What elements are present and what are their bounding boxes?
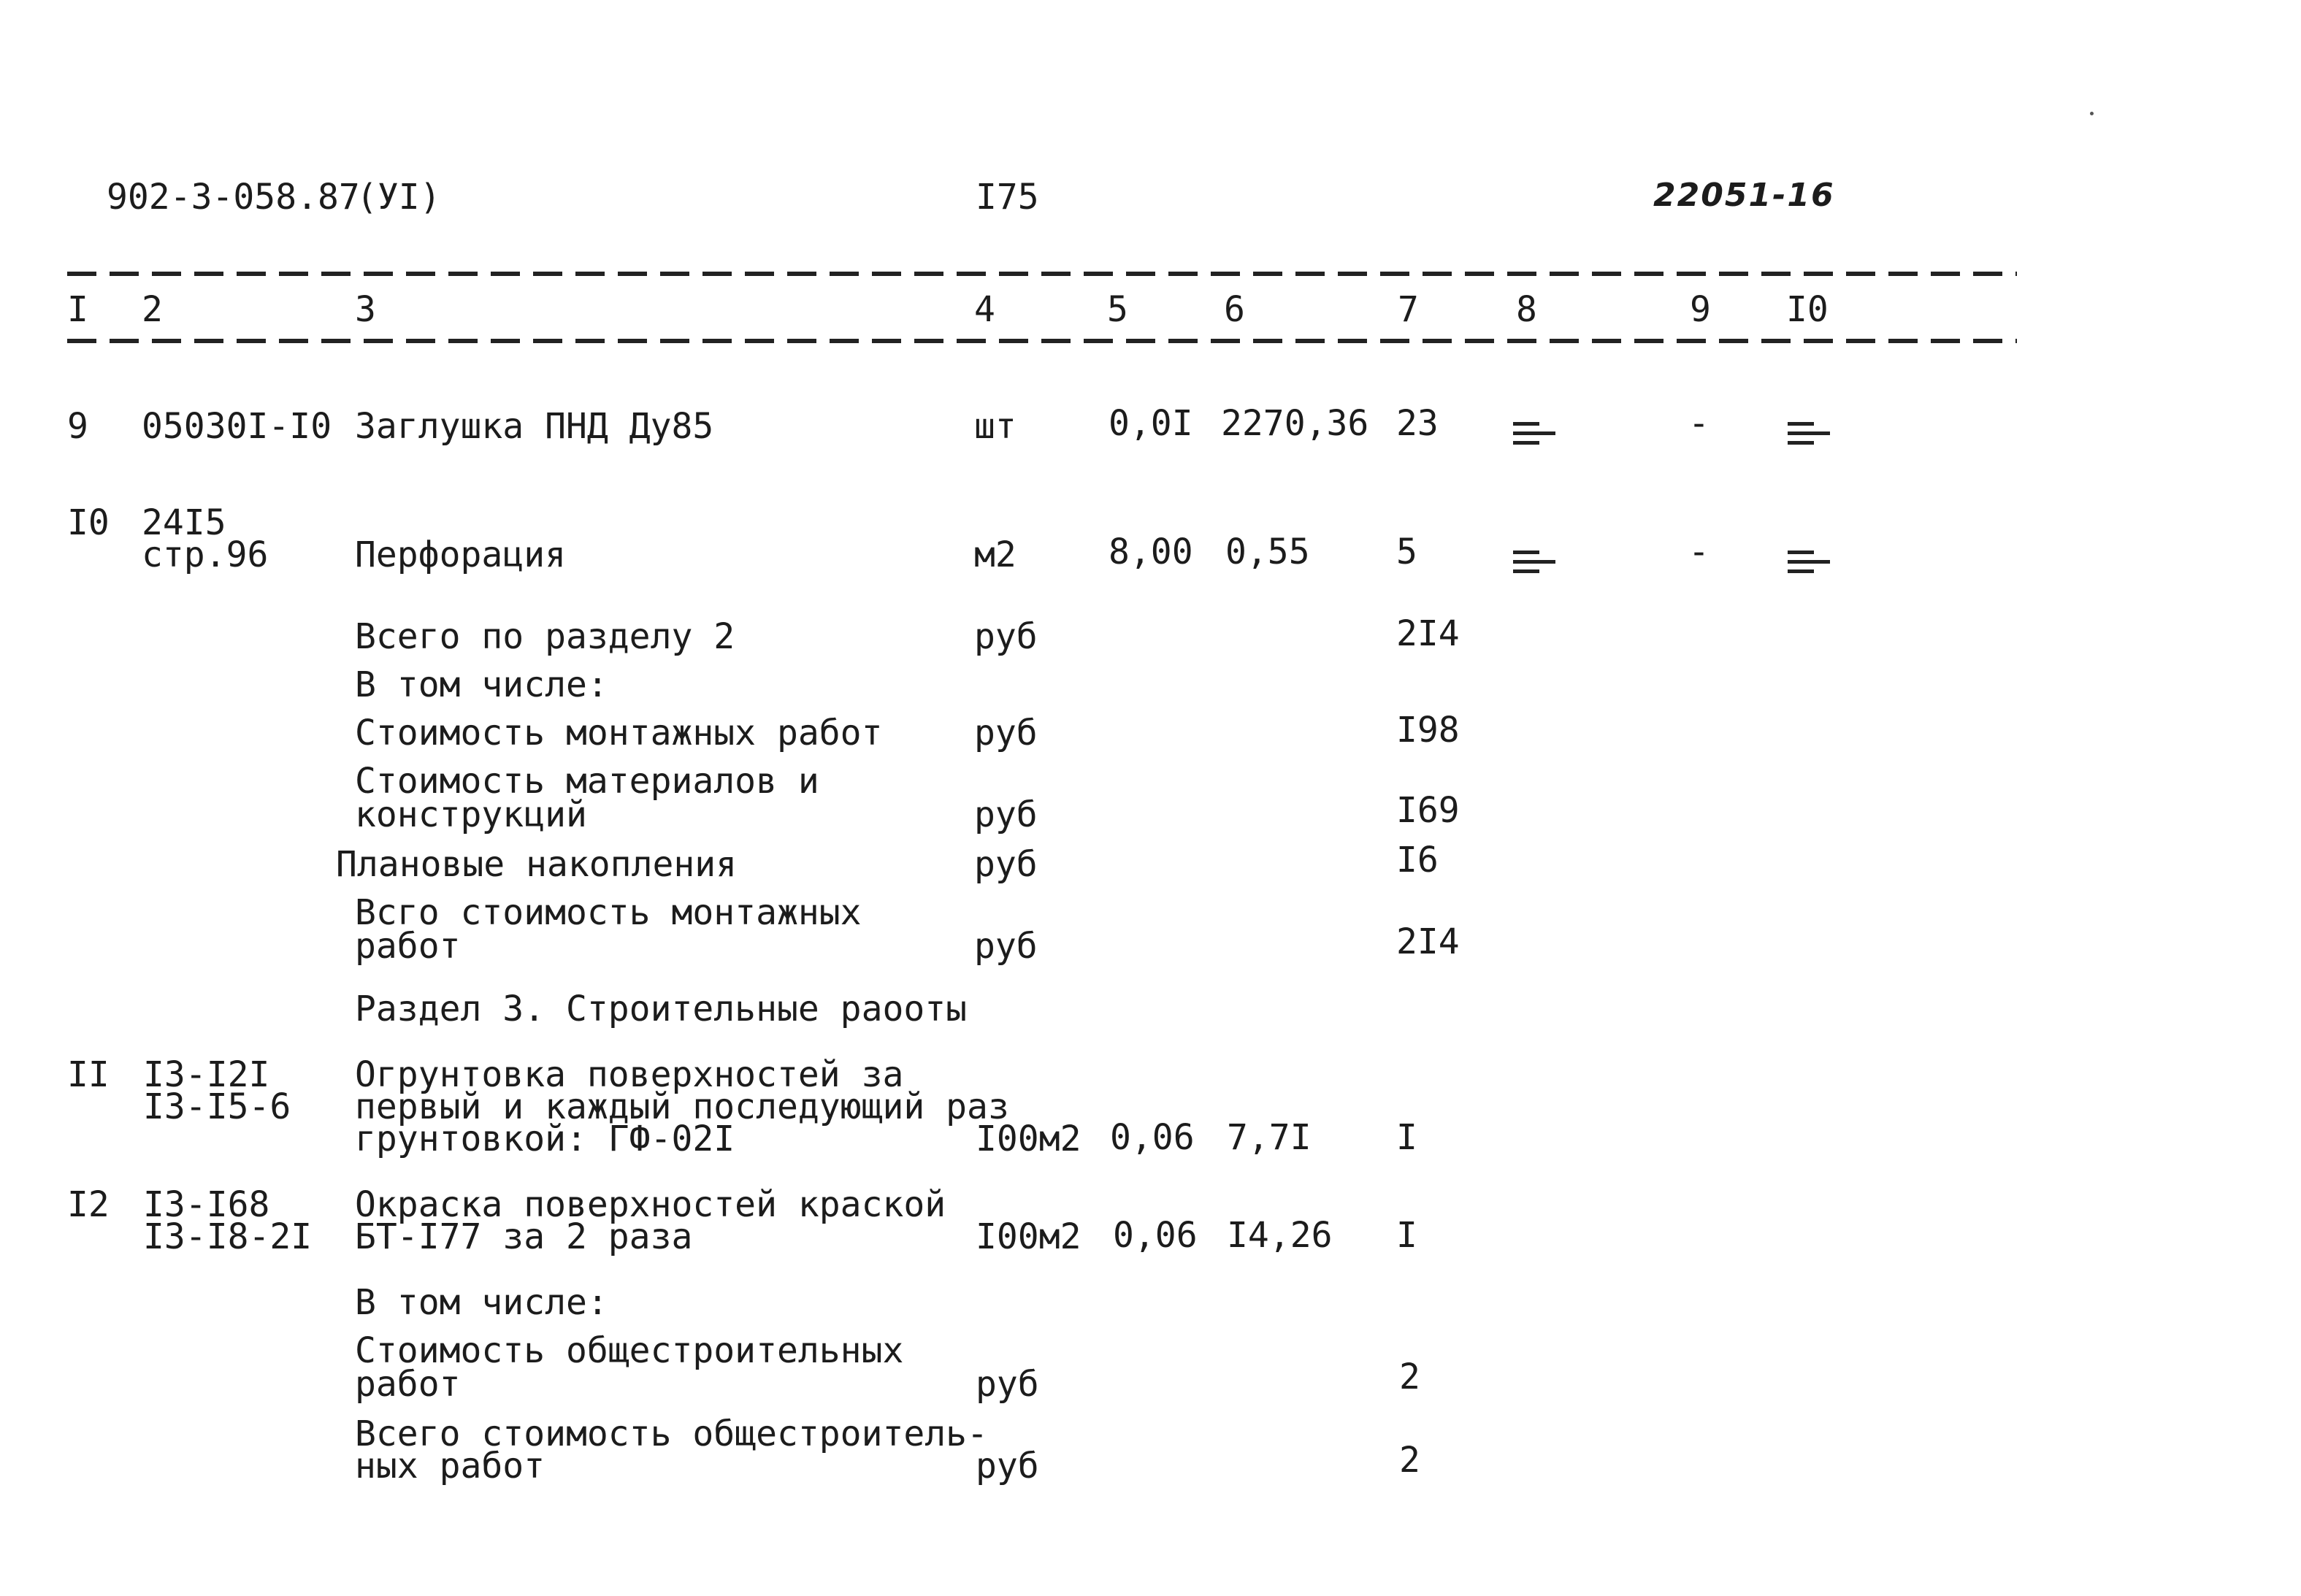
summary-label: Всего стоимость общестроитель- <box>355 1413 988 1454</box>
row-number: I2 <box>67 1184 110 1225</box>
row-total: 5 <box>1396 532 1417 572</box>
summary-total: I69 <box>1396 790 1460 831</box>
summary-label: конструкций <box>355 794 587 835</box>
header-rule-bottom <box>67 339 2017 343</box>
summary-total: 2 <box>1399 1357 1420 1397</box>
row-quantity: 0,0I <box>1109 403 1193 444</box>
row-name: Окраска поверхностей краской <box>355 1184 946 1225</box>
summary-total: 2 <box>1399 1440 1420 1481</box>
row-code: I3-I68 <box>143 1184 270 1225</box>
row-unit: I00м2 <box>976 1119 1081 1159</box>
summary-label: ных работ <box>355 1446 545 1486</box>
ditto-mark <box>1788 550 1830 579</box>
row-name: Перфорация <box>355 534 566 575</box>
archive-number: 22051-16 <box>1653 177 1835 214</box>
summary-unit: руб <box>974 926 1038 967</box>
row-col9: - <box>1688 532 1710 572</box>
row-number: II <box>67 1054 110 1095</box>
summary-label: работ <box>355 926 461 967</box>
section-heading: Раздел 3. Строительные раооты <box>355 989 968 1029</box>
summary-label: работ <box>355 1364 461 1405</box>
col-header: 2 <box>142 289 163 330</box>
page-number: I75 <box>976 177 1039 218</box>
col-header: 6 <box>1224 289 1245 330</box>
summary-unit: руб <box>974 616 1038 657</box>
ditto-mark <box>1513 550 1555 579</box>
doc-code: 902-3-058.87 <box>107 177 360 218</box>
col-header: 7 <box>1398 289 1419 330</box>
row-unit: шт <box>974 406 1017 447</box>
row-total: 23 <box>1396 403 1439 444</box>
row-number: I0 <box>67 502 110 543</box>
row-price: 2270,36 <box>1221 403 1369 444</box>
row-code: I3-I2I <box>143 1054 270 1095</box>
summary-total: I6 <box>1396 840 1439 881</box>
subheading: В том числе: <box>355 664 608 705</box>
row-col9: - <box>1688 403 1710 444</box>
subheading: В том числе: <box>355 1282 608 1323</box>
row-number: 9 <box>67 406 88 447</box>
volume-label: (УI) <box>356 177 441 218</box>
row-total: I <box>1396 1117 1417 1158</box>
row-quantity: 0,06 <box>1110 1117 1195 1158</box>
col-header: 9 <box>1690 289 1711 330</box>
col-header: 8 <box>1516 289 1537 330</box>
col-header: 4 <box>974 289 995 330</box>
row-price: 0,55 <box>1225 532 1310 572</box>
row-name: первый и каждый последующий раз <box>355 1086 1009 1127</box>
summary-unit: руб <box>974 713 1038 753</box>
row-name: Заглушка ПНД Ду85 <box>355 406 714 447</box>
col-header: 5 <box>1107 289 1128 330</box>
summary-unit: руб <box>976 1364 1039 1405</box>
summary-label: Стоимость материалов и <box>355 761 819 802</box>
col-header: 3 <box>355 289 376 330</box>
summary-total: 2I4 <box>1396 921 1460 962</box>
summary-unit: руб <box>974 794 1038 835</box>
summary-label: Всего по разделу 2 <box>355 616 735 657</box>
summary-label: Плановые накопления <box>336 844 738 885</box>
row-price: 7,7I <box>1227 1117 1312 1158</box>
row-quantity: 8,00 <box>1109 532 1193 572</box>
row-code: I3-I5-6 <box>143 1086 291 1127</box>
summary-label: Всго стоимость монтажных <box>355 892 862 933</box>
row-name: грунтовкой: ГФ-02I <box>355 1119 735 1159</box>
summary-unit: руб <box>974 844 1038 885</box>
row-name: БТ-I77 за 2 раза <box>355 1216 693 1257</box>
speck <box>2090 112 2094 115</box>
ditto-mark <box>1513 422 1555 450</box>
row-quantity: 0,06 <box>1113 1215 1198 1256</box>
row-code: стр.96 <box>142 534 269 575</box>
summary-total: I98 <box>1396 710 1460 751</box>
summary-total: 2I4 <box>1396 613 1460 654</box>
row-unit: м2 <box>974 534 1017 575</box>
row-price: I4,26 <box>1227 1215 1333 1256</box>
row-total: I <box>1396 1215 1417 1256</box>
row-code: 05030I-I0 <box>142 406 332 447</box>
summary-unit: руб <box>976 1446 1039 1486</box>
row-unit: I00м2 <box>976 1216 1081 1257</box>
row-code: I3-I8-2I <box>143 1216 313 1257</box>
summary-label: Стоимость монтажных работ <box>355 713 883 753</box>
header-rule-top <box>67 272 2017 276</box>
row-code: 24I5 <box>142 502 226 543</box>
summary-label: Стоимость общестроительных <box>355 1330 904 1371</box>
ditto-mark <box>1788 422 1830 450</box>
row-name: Огрунтовка поверхностей за <box>355 1054 904 1095</box>
col-header: I0 <box>1786 289 1829 330</box>
col-header: I <box>67 289 88 330</box>
